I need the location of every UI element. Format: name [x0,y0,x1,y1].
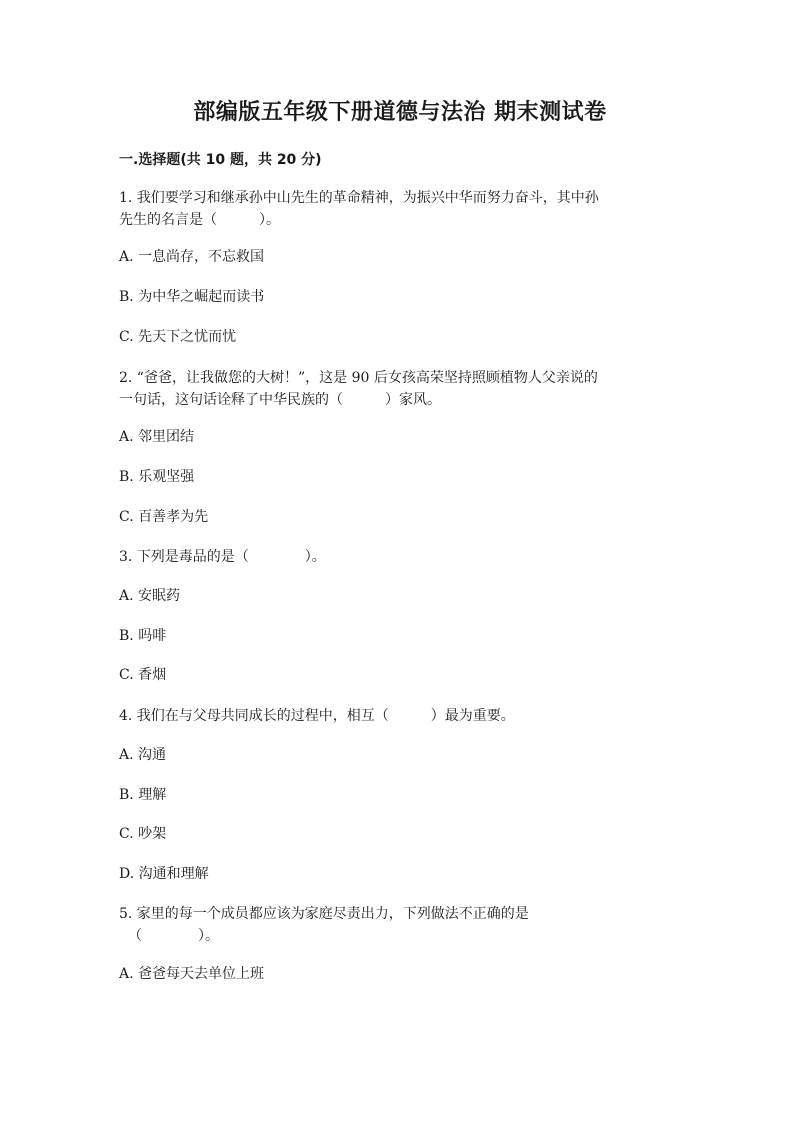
question-4-stem-line-1: 4. 我们在与父母共同成长的过程中，相互（ ）最为重要。 [119,708,515,724]
question-1-option-c: C. 先天下之忧而忧 [119,329,237,345]
question-3-option-c: C. 香烟 [119,667,167,683]
question-4-option-b: B. 理解 [119,787,167,803]
question-1-stem-line-2: 先生的名言是（ ）。 [119,212,280,228]
question-2-stem-line-2: 一句话，这句话诠释了中华民族的（ ）家风。 [119,392,441,408]
question-2-option-a: A. 邻里团结 [119,429,195,445]
question-1-option-a: A. 一息尚存，不忘救国 [119,249,265,265]
question-4-option-a: A. 沟通 [119,747,167,763]
question-3-option-b: B. 吗啡 [119,628,167,644]
question-3-stem-line-1: 3. 下列是毒品的是（ ）。 [119,549,326,565]
question-2-stem-line-1: 2. “爸爸，让我做您的大树！”，这是 90 后女孩高荣坚持照顾植物人父亲说的 [119,370,598,386]
question-2-option-c: C. 百善孝为先 [119,509,209,525]
question-4-option-d: D. 沟通和理解 [119,866,209,882]
question-2-option-b: B. 乐观坚强 [119,469,195,485]
question-3-option-a: A. 安眠药 [119,588,181,604]
question-1-stem-line-1: 1. 我们要学习和继承孙中山先生的革命精神，为振兴中华而努力奋斗，其中孙 [119,190,599,206]
question-5-stem-line-2: （ ）。 [128,928,219,944]
question-5-option-a: A. 爸爸每天去单位上班 [119,966,265,982]
question-5-stem-line-1: 5. 家里的每一个成员都应该为家庭尽责出力，下列做法不正确的是 [119,906,529,922]
question-1-option-b: B. 为中华之崛起而读书 [119,289,265,305]
section-heading: 一.选择题(共 10 题，共 20 分) [119,152,322,168]
question-4-option-c: C. 吵架 [119,826,167,842]
exam-title: 部编版五年级下册道德与法治 期末测试卷 [193,100,607,125]
